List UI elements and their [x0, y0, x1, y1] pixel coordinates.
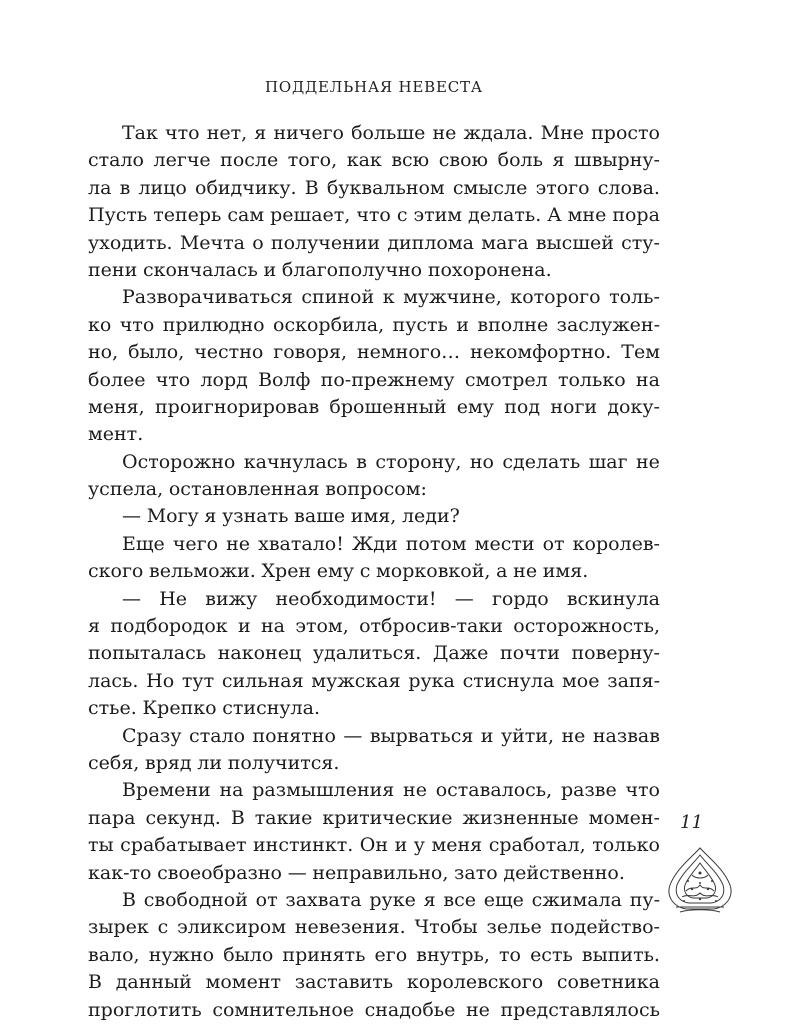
text-line: Пусть теперь сам решает, что с этим делать. А мне пора: [88, 204, 660, 227]
text-line: вало, нужно было принять его внутрь, то есть выпить.: [88, 943, 660, 966]
text-line: уходить. Мечта о получении диплома мага высшей сту-: [88, 231, 660, 254]
text-line: более что лорд Волф по-прежнему смотрел только на: [88, 368, 660, 391]
text-line: Осторожно качнулась в сторону, но сделать шаг не: [122, 450, 660, 473]
page-number: 11: [680, 812, 703, 833]
body-text: [88, 120, 660, 1024]
text-line: ты срабатывает инстинкт. Он и у меня сработал, только: [88, 834, 660, 857]
text-line: лась. Но тут сильная мужская рука стиснула мое запя-: [88, 669, 660, 692]
text-line: ского вельможи. Хрен ему с морковкой, а не имя.: [88, 560, 589, 583]
text-line: ко что прилюдно оскорбила, пусть и вполне заслужен-: [88, 313, 660, 336]
text-line: Времени на размышления не оставалось, разве что: [122, 779, 660, 802]
text-line: попыталась наконец удалиться. Даже почти поверну-: [88, 642, 660, 665]
text-line: Еще чего не хватало! Жди потом мести от королев-: [122, 532, 660, 555]
text-line: пени скончалась и благополучно похоронена.: [88, 258, 552, 281]
running-title: ПОДДЕЛЬНАЯ НЕВЕСТА: [265, 78, 483, 96]
text-line: Так что нет, я ничего больше не ждала. Мне просто: [122, 122, 660, 144]
text-line: себя, вряд ли получится.: [88, 751, 340, 774]
text-line: В свободной от захвата руке я все еще сжимала пу-: [122, 888, 660, 911]
text-line: стье. Крепко стиснула.: [88, 697, 320, 720]
text-line: В данный момент заставить королевского советника: [88, 971, 660, 994]
text-line: успела, остановленная вопросом:: [88, 478, 427, 501]
text-line: пара секунд. В такие критические жизненные момен-: [88, 806, 660, 829]
text-line: проглотить сомнительное снадобье не представлялось: [88, 998, 660, 1021]
text-line: я подбородок и на этом, отбросив-таки осторожность,: [88, 615, 660, 638]
decorative-vignette-icon: [662, 845, 738, 915]
text-line: но, было, честно говоря, немного… некомфортно. Тем: [88, 341, 660, 364]
text-line: — Могу я узнать ваше имя, леди?: [122, 505, 460, 528]
text-line: — Не вижу необходимости! — гордо вскинула: [122, 587, 660, 610]
text-line: стало легче после того, как всю свою боль я швырну-: [88, 149, 660, 172]
text-line: зырек с эликсиром невезения. Чтобы зелье подейство-: [88, 916, 660, 939]
text-line: Сразу стало понятно — вырваться и уйти, не назвав: [122, 724, 660, 747]
text-line: меня, проигнорировав брошенный ему под ноги доку-: [88, 395, 660, 418]
text-line: мент.: [88, 423, 144, 446]
text-line: Разворачиваться спиной к мужчине, которого толь-: [122, 286, 660, 309]
text-line: ла в лицо обидчику. В буквальном смысле этого слова.: [88, 176, 660, 199]
text-line: как-то своеобразно — неправильно, зато действенно.: [88, 861, 625, 884]
